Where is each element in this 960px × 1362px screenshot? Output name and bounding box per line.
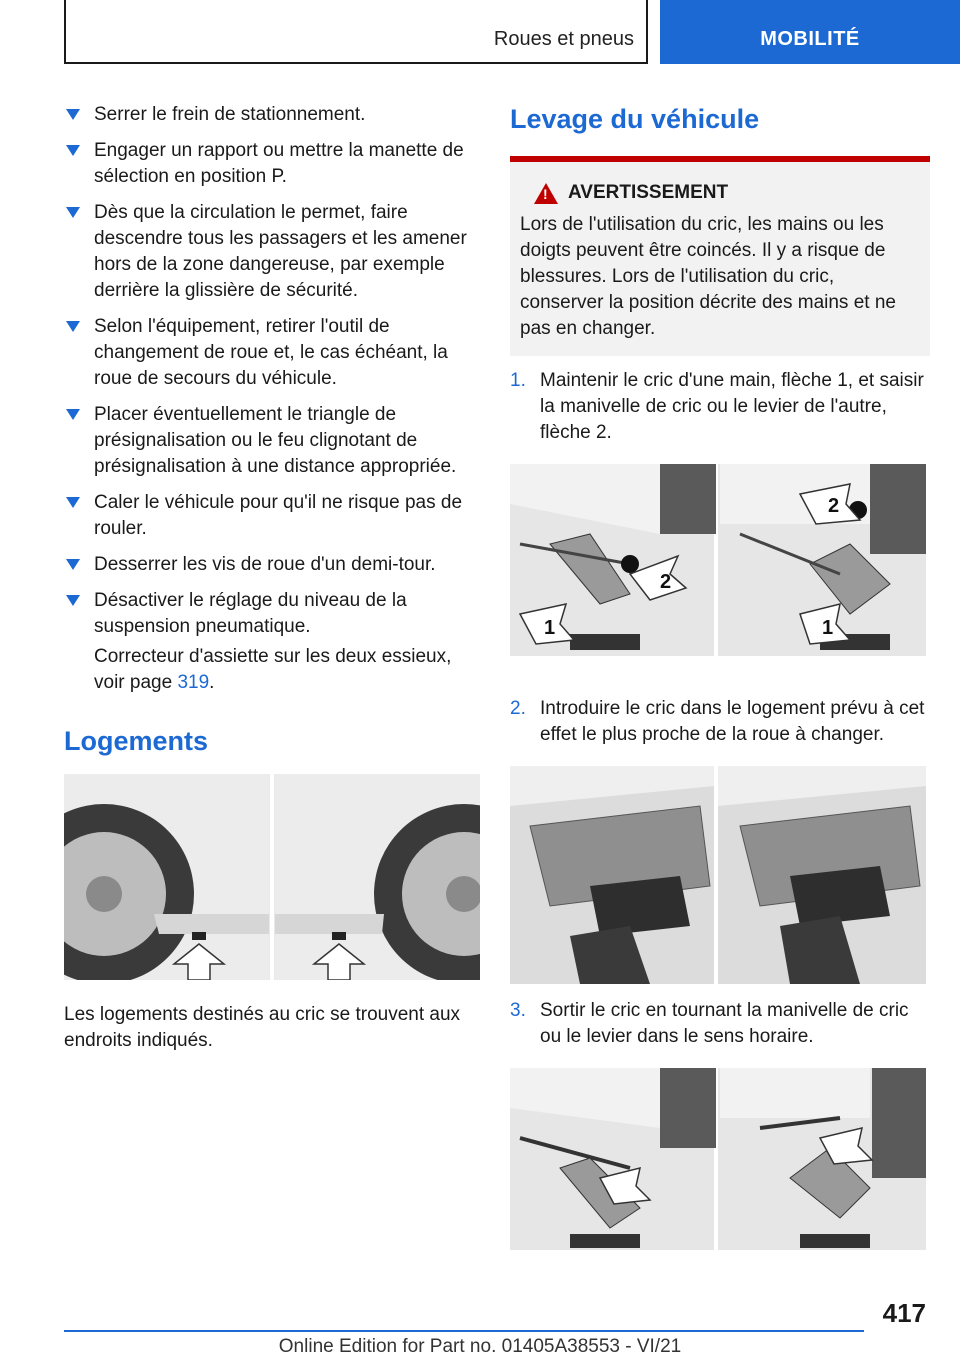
chapter-tab[interactable]: MOBILITÉ <box>660 0 960 64</box>
step-text: Maintenir le cric d'une main, flèche 1, et saisir la manivelle de cric ou le levier de l'autre, flèche 2. <box>540 370 924 443</box>
header-section-box <box>64 0 648 64</box>
triangle-bullet-icon <box>66 559 80 570</box>
arrow-label: 1 <box>822 617 834 639</box>
triangle-bullet-icon <box>66 595 80 606</box>
footer-rule <box>64 1330 864 1332</box>
warning-box <box>510 162 930 356</box>
step-number: 3. <box>510 1000 526 1021</box>
list-item: Engager un rapport ou mettre la manette de sélection en position P. <box>64 138 480 190</box>
warning-title: AVERTISSEMENT <box>568 182 729 203</box>
triangle-bullet-icon <box>66 497 80 508</box>
page-number: 417 <box>882 1298 926 1328</box>
warning-triangle-icon <box>534 183 558 204</box>
warning-title-row <box>534 180 920 206</box>
jack-crank-figure <box>510 1068 926 1250</box>
jack-insert-figure <box>510 766 926 984</box>
right-column <box>510 102 930 1250</box>
figure-caption: Les logements destinés au cric se trouvent aux endroits indiqués. <box>64 1004 461 1051</box>
list-item: Serrer le frein de stationnement. <box>64 102 480 128</box>
step-1 <box>510 368 930 446</box>
step-number: 2. <box>510 698 526 719</box>
list-item: Desserrer les vis de roue d'un demi-tour. <box>64 552 480 578</box>
list-item: Dès que la circulation le permet, faire descendre tous les passagers et les amener hors de la zone dangereuse, par exemple derrière la glissière de sécurité. <box>64 200 480 304</box>
section-title: Roues et pneus <box>493 28 634 50</box>
page-link[interactable]: 319 <box>177 672 210 693</box>
list-item: Placer éventuellement le triangle de présignalisation ou le feu clignotant de présignalisation à une distance appropriée. <box>64 402 480 480</box>
procedure-list <box>64 102 480 640</box>
section-heading-logements: Logements <box>64 726 209 756</box>
jack-points-figure <box>64 774 480 980</box>
list-item: Caler le véhicule pour qu'il ne risque pas de rouler. <box>64 490 480 542</box>
step-number: 1. <box>510 370 526 391</box>
step-text: Sortir le cric en tournant la manivelle de cric ou le levier dans le sens horaire. <box>540 1000 909 1047</box>
triangle-bullet-icon <box>66 145 80 156</box>
section-heading-levage: Levage du véhicule <box>510 104 760 134</box>
warning-text: Lors de l'utilisation du cric, les mains ou les doigts peuvent être coincés. Il y a risque de blessures. Lors de l'utilisation du cric, conserver la position décrite des mains et ne pas en changer. <box>520 214 896 339</box>
jack-hold-figure <box>510 464 926 656</box>
triangle-bullet-icon <box>66 409 80 420</box>
arrow-label: 2 <box>828 495 840 517</box>
arrow-label: 1 <box>544 617 556 639</box>
triangle-bullet-icon <box>66 207 80 218</box>
note-paragraph: Correcteur d'assiette sur les deux essieux, voir page 319. <box>94 646 452 693</box>
triangle-bullet-icon <box>66 109 80 120</box>
triangle-bullet-icon <box>66 321 80 332</box>
left-column <box>64 102 480 1054</box>
arrow-label: 2 <box>660 571 672 593</box>
step-2 <box>510 696 930 748</box>
list-item: Désactiver le réglage du niveau de la suspension pneumatique. <box>64 588 480 640</box>
step-3 <box>510 998 930 1050</box>
list-item: Selon l'équipement, retirer l'outil de changement de roue et, le cas échéant, la roue de secours du véhicule. <box>64 314 480 392</box>
footer-edition: Online Edition for Part no. 01405A38553 - VI/21 <box>278 1336 682 1357</box>
step-text: Introduire le cric dans le logement prévu à cet effet le plus proche de la roue à changer. <box>540 698 925 745</box>
